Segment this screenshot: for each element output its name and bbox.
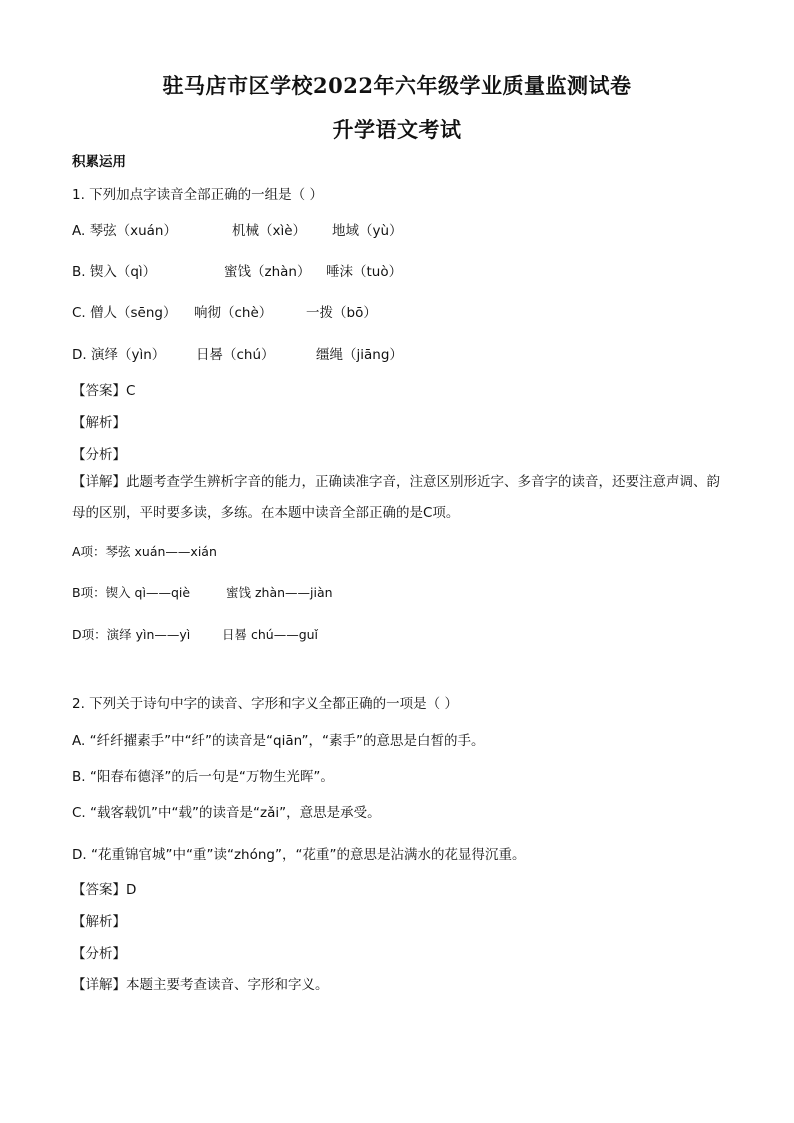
q1-note-b-item1: B项：锲入 qì——qiè [72, 585, 191, 600]
q1-detail: 【详解】此题考查学生辨析字音的能力，正确读准字音，注意区别形近字、多音字的读音，还要注意声调、韵母的区别，平时要多读，多练。在本题中读音全部正确的是C项。 [72, 474, 720, 521]
q2-option-c: C. “载客载饥”中“载”的读音是“zǎi”，意思是承受。 [72, 805, 381, 821]
q1-note-d [72, 625, 318, 643]
q1-option-a-item3: 地域（yù） [332, 223, 403, 239]
q1-option-a-item1: A. 琴弦（xuán） [72, 223, 177, 239]
q1-option-c-item2: 响彻（chè） [194, 305, 273, 321]
q1-option-d-item3: 缰绳（jiāng） [316, 347, 403, 363]
q1-option-c-item3: 一拨（bō） [306, 305, 377, 321]
q2-option-b: B. “阳春布德泽”的后一句是“万物生光晖”。 [72, 769, 334, 785]
q1-note-b [72, 583, 333, 601]
q2-stem: 2. 下列关于诗句中字的读音、字形和字义全都正确的一项是（ ） [72, 696, 458, 712]
q1-fenxi: 【分析】 [72, 447, 126, 463]
q1-note-b-item2: 蜜饯 zhàn——jiàn [226, 585, 333, 600]
q1-option-a [72, 219, 403, 239]
q1-option-c [72, 301, 377, 321]
q1-option-d [72, 343, 403, 363]
q1-option-a-item2: 机械（xìè） [232, 223, 307, 239]
q1-note-d-item1: D项：演绎 yìn——yì [72, 627, 191, 642]
q1-option-d-item1: D. 演绎（yìn） [72, 347, 166, 363]
exam-title: 驻马店市区学校2022年六年级学业质量监测试卷 [162, 73, 632, 98]
q1-note-d-item2: 日晷 chú——guǐ [222, 627, 319, 642]
q1-option-b-item1: B. 锲入（qì） [72, 264, 157, 280]
q1-option-b [72, 260, 402, 280]
q2-detail: 【详解】本题主要考查读音、字形和字义。 [72, 977, 329, 993]
exam-subtitle: 升学语文考试 [332, 117, 462, 142]
q2-fenxi: 【分析】 [72, 946, 126, 962]
q1-stem: 1. 下列加点字读音全部正确的一组是（ ） [72, 187, 323, 203]
q1-option-b-item2: 蜜饯（zhàn） [224, 264, 311, 280]
q1-option-b-item3: 唾沫（tuò） [326, 264, 403, 280]
q2-jiexi: 【解析】 [72, 914, 126, 930]
q1-answer: 【答案】C [72, 383, 136, 399]
q1-option-c-item1: C. 僧人（sēng） [72, 305, 177, 321]
q2-option-d: D. “花重锦官城”中“重”读“zhóng”，“花重”的意思是沾满水的花显得沉重。 [72, 847, 526, 863]
q1-note-a: A项：琴弦 xuán——xián [72, 544, 217, 559]
q1-option-d-item2: 日晷（chú） [196, 347, 275, 363]
q2-option-a: A. “纤纤擢素手”中“纤”的读音是“qiān”，“素手”的意思是白皙的手。 [72, 733, 485, 749]
q1-jiexi: 【解析】 [72, 415, 126, 431]
q2-answer: 【答案】D [72, 882, 137, 898]
section-heading: 积累运用 [72, 154, 126, 170]
